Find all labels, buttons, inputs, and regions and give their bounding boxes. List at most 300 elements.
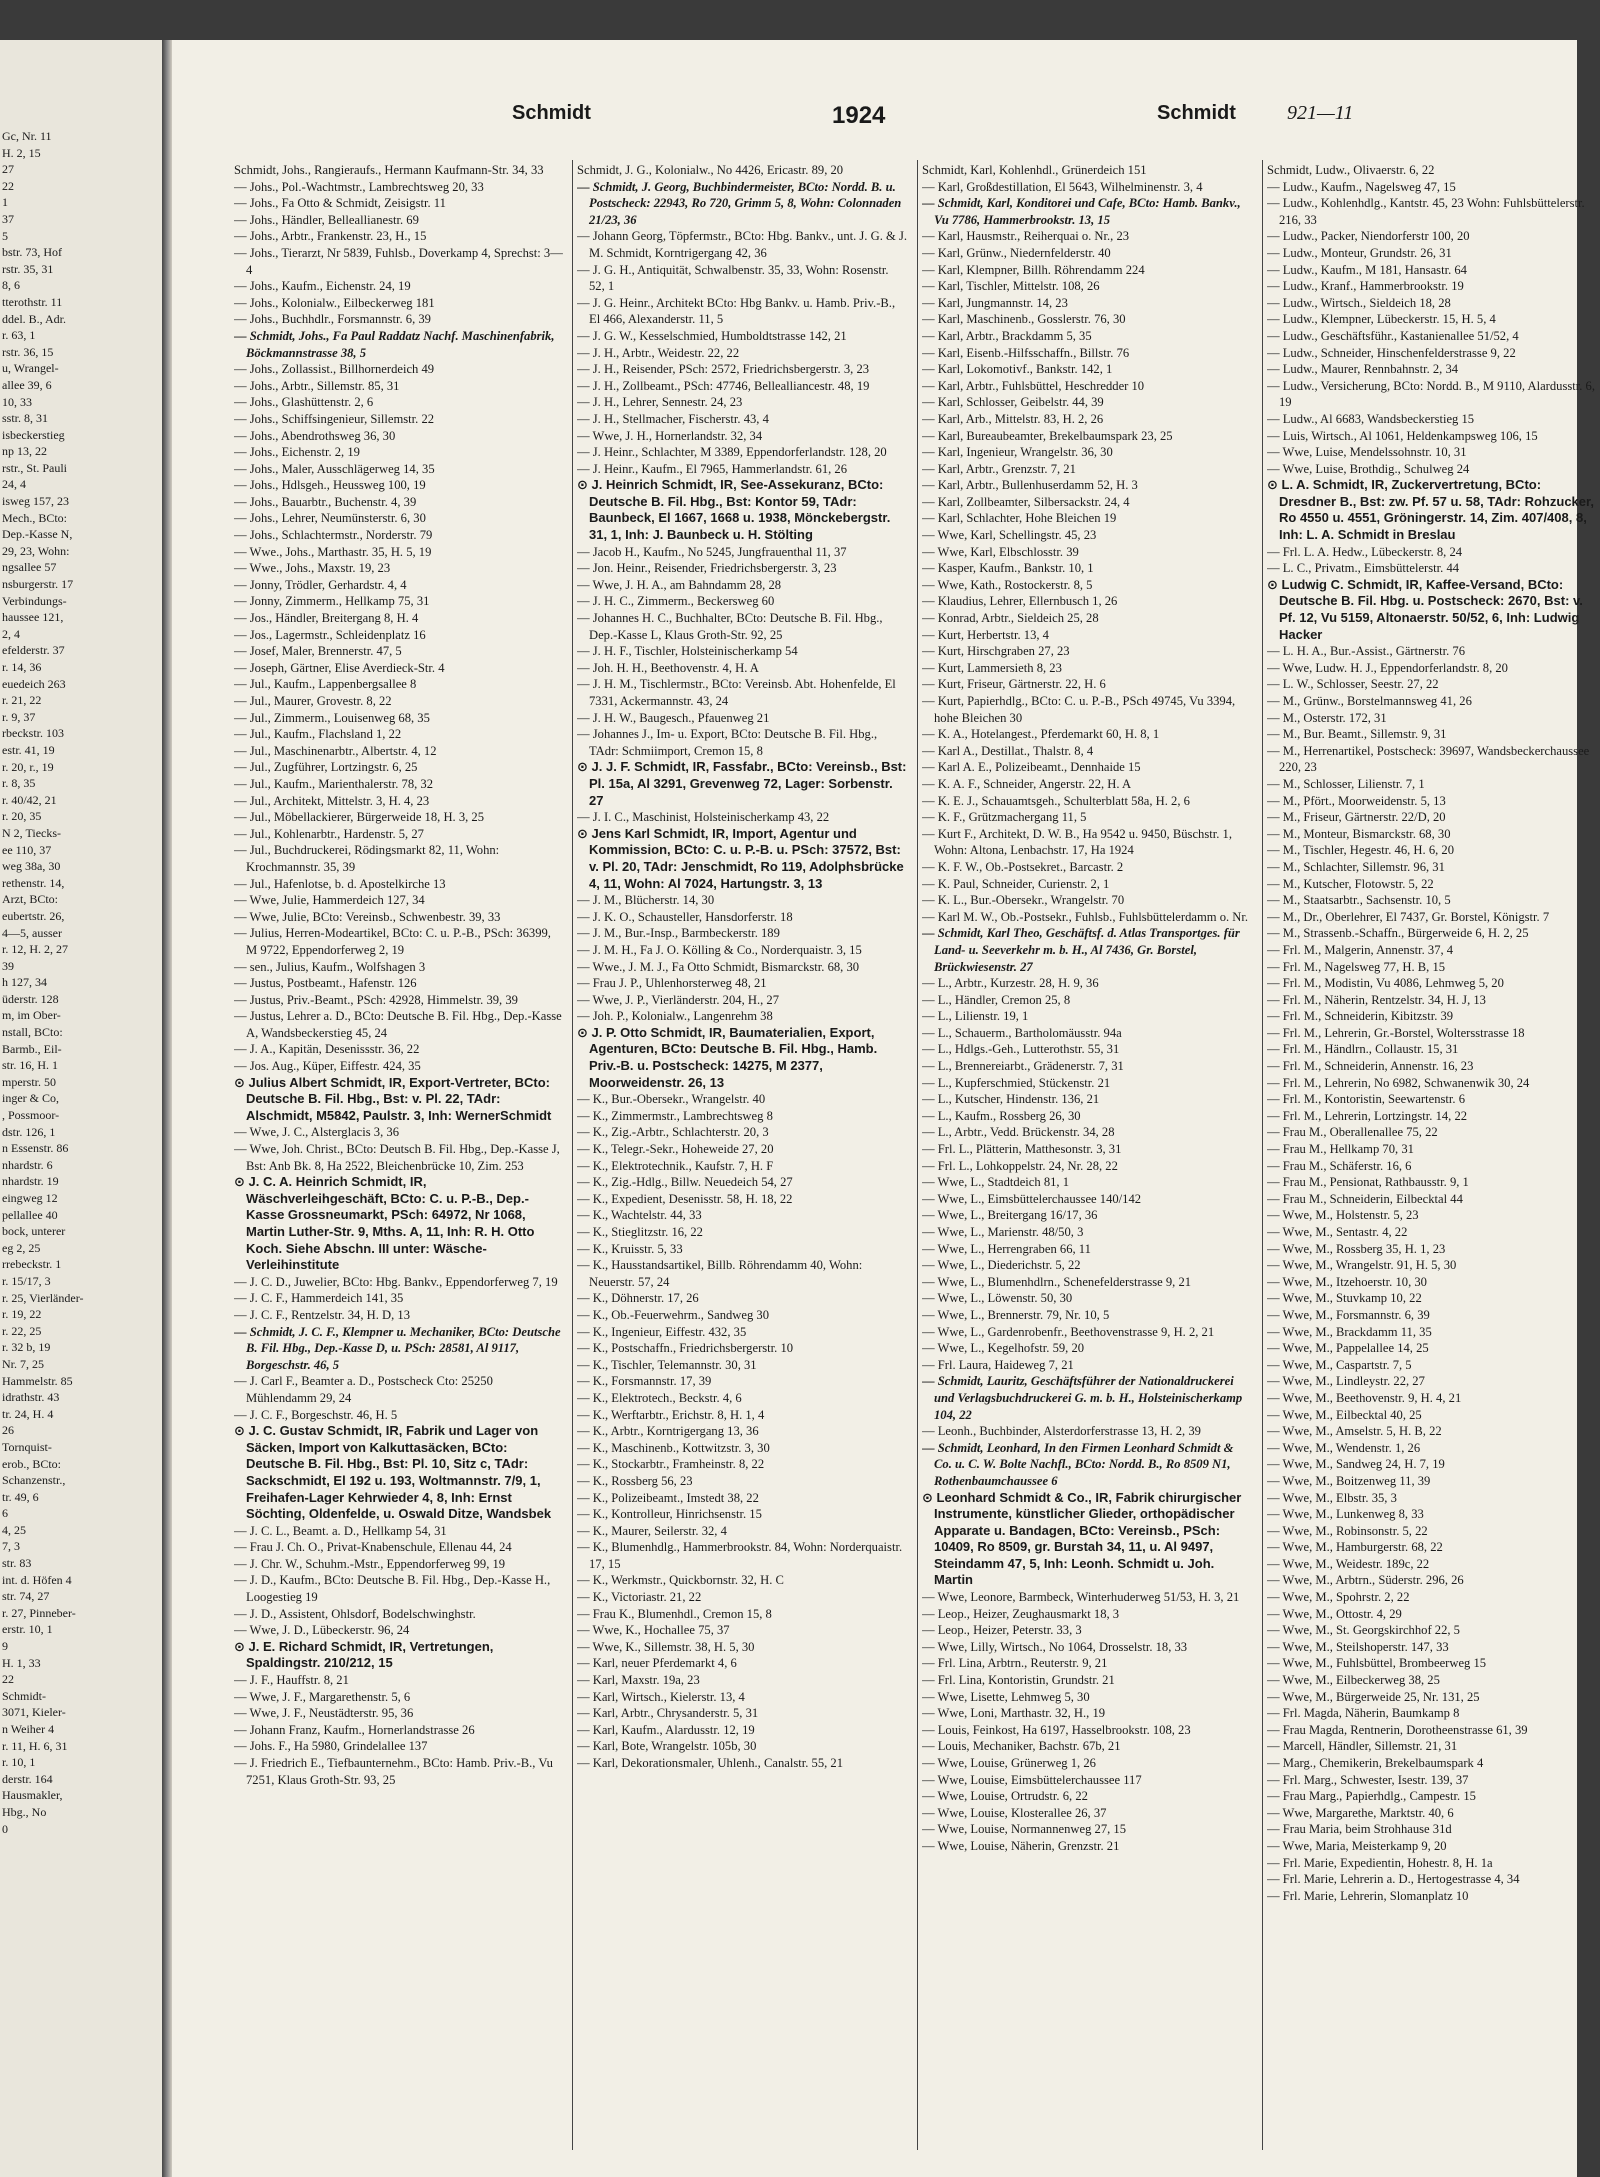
directory-entry: — Jul., Hafenlotse, b. d. Apostelkirche 13 bbox=[234, 876, 446, 891]
directory-entry: — M., Schlachter, Sillemstr. 96, 31 bbox=[1267, 859, 1445, 874]
header-surname-left: Schmidt bbox=[512, 102, 591, 124]
directory-entry: — Wwe, L., Herrengraben 66, 11 bbox=[922, 1241, 1091, 1256]
left-page-line: rstr. 36, 15 bbox=[2, 344, 54, 359]
directory-entry: — Wwe, M., Robinsonstr. 5, 22 bbox=[1267, 1523, 1428, 1538]
directory-entry: — K., Telegr.-Sekr., Hoheweide 27, 20 bbox=[577, 1142, 774, 1157]
directory-entry: — Frl. Marie, Lehrerin, Slomanplatz 10 bbox=[1267, 1888, 1469, 1903]
directory-entry: — Wwe, L., Diederichstr. 5, 22 bbox=[922, 1258, 1081, 1273]
header-year: 1924 bbox=[832, 102, 886, 129]
directory-entry: — Wwe, M., Hamburgerstr. 68, 22 bbox=[1267, 1540, 1443, 1555]
directory-entry: — Frl. L. A. Hedw., Lübeckerstr. 8, 24 bbox=[1267, 544, 1463, 559]
directory-entry: — Wwe, M., St. Georgskirchhof 22, 5 bbox=[1267, 1623, 1460, 1638]
directory-entry: — K. A. F., Schneider, Angerstr. 22, H. A bbox=[922, 776, 1132, 791]
left-page-line: str. 74, 27 bbox=[2, 1589, 50, 1604]
left-page-line: inger & Co, bbox=[2, 1091, 59, 1106]
directory-entry: — Ludw., Maurer, Rennbahnstr. 2, 34 bbox=[1267, 362, 1459, 377]
directory-entry: — Karl, Ingenieur, Wrangelstr. 36, 30 bbox=[922, 445, 1113, 460]
directory-entry: — J. M., Bur.-Insp., Barmbeckerstr. 189 bbox=[577, 926, 780, 941]
directory-entry: — J. H. F., Tischler, Holsteinischerkamp 54 bbox=[577, 644, 798, 659]
directory-entry: — K., Werkmstr., Quickbornstr. 32, H. C bbox=[577, 1573, 784, 1588]
left-page-line: 22 bbox=[2, 1672, 14, 1687]
left-page-line: Verbindungs- bbox=[2, 593, 67, 608]
directory-entry: — Schmidt, Leonhard, In den Firmen Leonhard Schmidt & Co. u. C. W. Bolte Nachfl., BCto: Nordd. B., Ro 8509 N1, Rothenbaumchaussee 6 bbox=[922, 1440, 1234, 1488]
directory-entry: — M., Osterstr. 172, 31 bbox=[1267, 710, 1387, 725]
left-page-line: rbeckstr. 103 bbox=[2, 726, 64, 741]
left-page-line: str. 16, H. 1 bbox=[2, 1058, 59, 1073]
directory-entry: — Marcell, Händler, Sillemstr. 21, 31 bbox=[1267, 1739, 1458, 1754]
left-page-line: üderstr. 128 bbox=[2, 991, 59, 1006]
left-page-line: r. 20, r., 19 bbox=[2, 759, 54, 774]
book-gutter bbox=[162, 40, 172, 2177]
directory-entry: — Karl, Hausmstr., Reiherquai o. Nr., 23 bbox=[922, 229, 1130, 244]
directory-entry: — K., Döhnerstr. 17, 26 bbox=[577, 1291, 699, 1306]
left-page-line: 24, 4 bbox=[2, 477, 26, 492]
directory-entry: — Kurt, Papierhdlg., BCto: C. u. P.-B., PSch 49745, Vu 3394, hohe Bleichen 30 bbox=[922, 694, 1236, 725]
left-page-line: r. 15/17, 3 bbox=[2, 1273, 51, 1288]
directory-entry: — Johs., Zollassist., Billhornerdeich 49 bbox=[234, 362, 435, 377]
left-page-line: Mech., BCto: bbox=[2, 510, 67, 525]
left-page-line: rethenstr. 14, bbox=[2, 875, 65, 890]
left-page-line: rstr. 35, 31 bbox=[2, 261, 54, 276]
left-page-line: 5 bbox=[2, 228, 8, 243]
directory-entry: — M., Monteur, Bismarckstr. 68, 30 bbox=[1267, 826, 1451, 841]
directory-entry: — Wwe, Karl, Schellingstr. 45, 23 bbox=[922, 528, 1097, 543]
directory-entry: — Ludw., Monteur, Grundstr. 26, 31 bbox=[1267, 245, 1452, 260]
directory-entry: — J. C. F., Hammerdeich 141, 35 bbox=[234, 1291, 404, 1306]
left-page-line: r. 19, 22 bbox=[2, 1307, 42, 1322]
directory-entry: — Wwe, Margarethe, Marktstr. 40, 6 bbox=[1267, 1805, 1454, 1820]
directory-entry: — Johs., Pol.-Wachtmstr., Lambrechtsweg 20, 33 bbox=[234, 179, 484, 194]
left-page-line: eingweg 12 bbox=[2, 1191, 58, 1205]
left-page-line: 22 bbox=[2, 178, 14, 193]
left-page-text bbox=[0, 40, 162, 1837]
directory-entry: — Ludw., Packer, Niendorferstr 100, 20 bbox=[1267, 229, 1470, 244]
directory-entry: — L., Kutscher, Hindenstr. 136, 21 bbox=[922, 1092, 1100, 1107]
directory-entry: — Jul., Maschinenarbtr., Albertstr. 4, 12 bbox=[234, 743, 437, 758]
directory-entry: Schmidt, Johs., Rangieraufs., Hermann Kaufmann-Str. 34, 33 bbox=[234, 163, 544, 177]
directory-entry: — Josef, Maler, Brennerstr. 47, 5 bbox=[234, 644, 402, 659]
directory-entry: — Wwe, Louise, Grünerweg 1, 26 bbox=[922, 1756, 1096, 1770]
directory-entry: — Wwe, M., Steilshoperstr. 147, 33 bbox=[1267, 1639, 1449, 1654]
directory-entry: — Wwe, Lisette, Lehmweg 5, 30 bbox=[922, 1689, 1090, 1704]
left-page-line: haussee 121, bbox=[2, 610, 64, 625]
directory-entry: — J. H., Stellmacher, Fischerstr. 43, 4 bbox=[577, 411, 769, 426]
left-page-line: 1 bbox=[2, 195, 8, 210]
directory-entry: — L., Kaufm., Rossberg 26, 30 bbox=[922, 1108, 1081, 1123]
directory-entry: — Joh. H. H., Beethovenstr. 4, H. A bbox=[577, 660, 759, 675]
directory-entry: — Johs., Maler, Ausschlägerweg 14, 35 bbox=[234, 461, 435, 476]
left-page-line: sstr. 8, 31 bbox=[2, 411, 49, 426]
directory-entry: — Wwe, M., Forsmannstr. 6, 39 bbox=[1267, 1307, 1430, 1322]
directory-entry: — Ludw., Klempner, Lübeckerstr. 15, H. 5, 4 bbox=[1267, 312, 1496, 327]
directory-entry: — K. F. W., Ob.-Postsekret., Barcastr. 2 bbox=[922, 859, 1124, 874]
directory-entry: — sen., Julius, Kaufm., Wolfshagen 3 bbox=[234, 959, 426, 974]
directory-entry: — J. G. W., Kesselschmied, Humboldtstrasse 142, 21 bbox=[577, 328, 847, 343]
directory-entry: — J. H., Arbtr., Weidestr. 22, 22 bbox=[577, 345, 740, 360]
directory-entry: — Karl M. W., Ob.-Postsekr., Fuhlsb., Fuhlsbüttelerdamm o. Nr. bbox=[922, 909, 1249, 924]
directory-entry: — Frau M., Pensionat, Rathbausstr. 9, 1 bbox=[1267, 1175, 1469, 1190]
directory-entry: — Frau Magda, Rentnerin, Dorotheenstrasse 61, 39 bbox=[1267, 1722, 1528, 1737]
directory-entry: — K., Hausstandsartikel, Billb. Röhrendamm 40, Wohn: Neuerstr. 57, 24 bbox=[577, 1258, 863, 1289]
left-page-line: bock, unterer bbox=[2, 1224, 66, 1239]
directory-entry: — J. G. Heinr., Architekt BCto: Hbg Bankv. u. Hamb. Priv.-B., El 466, Alexanderstr. 11, 5 bbox=[577, 295, 896, 327]
directory-entry: — M., Friseur, Gärtnerstr. 22/D, 20 bbox=[1267, 810, 1446, 825]
directory-entry: — K., Ingenieur, Eiffestr. 432, 35 bbox=[577, 1324, 747, 1339]
directory-entry: — Wwe, Julie, BCto: Vereinsb., Schwenbestr. 39, 33 bbox=[234, 909, 501, 924]
directory-entry: — Ludw., Geschäftsführ., Kastanienallee 51/52, 4 bbox=[1267, 328, 1519, 343]
directory-entry: — J. H. M., Tischlermstr., BCto: Vereinsb. Abt. Hohenfelde, El 7331, Ackermannstr. 43, 24 bbox=[577, 677, 896, 708]
directory-entry: — Schmidt, J. C. F., Klempner u. Mechaniker, BCto: Deutsche B. Fil. Hbg., Dep.-Kasse D, u. PSch: 28581, Al 9117, Borgeschstr. 46, 5 bbox=[234, 1324, 561, 1372]
left-page-line: 37 bbox=[2, 211, 14, 226]
directory-entry: — J. H., Lehrer, Sennestr. 24, 23 bbox=[577, 395, 743, 410]
directory-entry: — L., Lilienstr. 19, 1 bbox=[922, 1009, 1029, 1024]
left-page-line: estr. 41, 19 bbox=[2, 742, 55, 757]
directory-entry: — Wwe, M., Holstenstr. 5, 23 bbox=[1267, 1208, 1419, 1223]
left-page-line: nhardstr. 6 bbox=[2, 1157, 53, 1172]
directory-entry: — Karl, Arbtr., Bullenhuserdamm 52, H. 3 bbox=[922, 478, 1138, 493]
directory-entry: — Kurt, Lammersieth 8, 23 bbox=[922, 660, 1062, 675]
left-page-line: H. 1, 33 bbox=[2, 1655, 41, 1670]
directory-entry: ⊙ Jens Karl Schmidt, IR, Import, Agentur und Kommission, BCto: C. u. P.-B. u. PSch: 37572, Bst: v. Pl. 20, TAdr: Jenschmidt, Ro 119, Adolphsbrücke 4, 11, Wohn: Al 7024, Hartungstr. 3, 13 bbox=[577, 825, 904, 891]
directory-entry: — L., Händler, Cremon 25, 8 bbox=[922, 992, 1071, 1007]
directory-entry: — K. F., Grützmachergang 11, 5 bbox=[922, 810, 1087, 825]
left-page-line: 8, 6 bbox=[2, 278, 20, 293]
directory-entry: — Ludw., Al 6683, Wandsbeckerstieg 15 bbox=[1267, 411, 1475, 426]
directory-entry: — Frl. Lina, Kontoristin, Grundstr. 21 bbox=[922, 1673, 1115, 1688]
directory-entry: — Wwe, M., Fuhlsbüttel, Brombeerweg 15 bbox=[1267, 1656, 1487, 1671]
directory-entry: — K., Postschaffn., Friedrichsbergerstr. 10 bbox=[577, 1341, 794, 1356]
directory-entry: — Wwe, L., Löwenstr. 50, 30 bbox=[922, 1291, 1073, 1306]
directory-entry: — Wwe, M., Sandweg 24, H. 7, 19 bbox=[1267, 1457, 1445, 1472]
left-page-line: tr. 49, 6 bbox=[2, 1489, 39, 1504]
directory-entry: — Karl, Großdestillation, El 5643, Wilhelminenstr. 3, 4 bbox=[922, 179, 1203, 194]
directory-entry: — Wwe, L., Kegelhofstr. 59, 20 bbox=[922, 1341, 1085, 1356]
directory-entry: — Frl. Marie, Expedientin, Hohestr. 8, H. 1a bbox=[1267, 1855, 1493, 1870]
directory-entry: — Justus, Priv.-Beamt., PSch: 42928, Himmelstr. 39, 39 bbox=[234, 992, 518, 1007]
left-page-line: rrebeckstr. 1 bbox=[2, 1257, 62, 1272]
left-page-line: isbeckerstieg bbox=[2, 427, 65, 442]
left-page-line: r. 25, Vierländer- bbox=[2, 1290, 84, 1305]
directory-entry: — Frl. Magda, Näherin, Baumkamp 8 bbox=[1267, 1706, 1460, 1721]
directory-entry: — Wwe, M., Boitzenweg 11, 39 bbox=[1267, 1473, 1431, 1488]
directory-entry: — Ludw., Kaufm., M 181, Hansastr. 64 bbox=[1267, 262, 1467, 277]
directory-entry: — Frl. Marg., Schwester, Isestr. 139, 37 bbox=[1267, 1772, 1469, 1787]
left-page-line: 27 bbox=[2, 162, 14, 177]
directory-entry: — L., Schauerm., Bartholomäusstr. 94a bbox=[922, 1025, 1122, 1040]
directory-entry: — J. Heinr., Schlachter, M 3389, Eppendorferlandstr. 128, 20 bbox=[577, 445, 887, 460]
directory-entry: — Frl. L., Plätterin, Matthesonstr. 3, 31 bbox=[922, 1142, 1122, 1157]
directory-entry: — Frl. M., Kontoristin, Seewartenstr. 6 bbox=[1267, 1092, 1465, 1107]
directory-entry: — M., Strassenb.-Schaffn., Bürgerweide 6, H. 2, 25 bbox=[1267, 926, 1529, 941]
left-page-line: idrathstr. 43 bbox=[2, 1390, 60, 1405]
directory-entry: — Wwe, M., Arbtrn., Süderstr. 296, 26 bbox=[1267, 1573, 1464, 1588]
directory-entry: — Karl A., Destillat., Thalstr. 8, 4 bbox=[922, 743, 1094, 758]
directory-entry: — K., Zig.-Arbtr., Schlachterstr. 20, 3 bbox=[577, 1125, 769, 1140]
directory-entry: — Jul., Kaufm., Flachsland 1, 22 bbox=[234, 727, 402, 742]
directory-entry: — K., Zimmermstr., Lambrechtsweg 8 bbox=[577, 1108, 773, 1123]
left-page-line: nsburgerstr. 17 bbox=[2, 577, 74, 592]
directory-entry: — Karl, Schlosser, Geibelstr. 44, 39 bbox=[922, 395, 1104, 410]
directory-entry: — Schmidt, Lauritz, Geschäftsführer der Nationaldruckerei und Verlagsbuchdruckerei G. m. b. H., Holsteinischerkamp 104, 22 bbox=[922, 1374, 1243, 1422]
directory-entry: — J. Friedrich E., Tiefbaunternehm., BCto: Hamb. Priv.-B., Vu 7251, Klaus Groth-Str. 93, 25 bbox=[234, 1756, 553, 1787]
directory-entry: — Wwe, J. H., Hornerlandstr. 32, 34 bbox=[577, 428, 763, 443]
left-page-line: Hammelstr. 85 bbox=[2, 1373, 73, 1388]
directory-entry: — Wwe, L., Stadtdeich 81, 1 bbox=[922, 1175, 1070, 1190]
directory-entry: — Wwe, Louise, Näherin, Grenzstr. 21 bbox=[922, 1838, 1120, 1853]
directory-entry: — Jos., Händler, Breitergang 8, H. 4 bbox=[234, 611, 419, 626]
directory-entry: — Kurt, Friseur, Gärtnerstr. 22, H. 6 bbox=[922, 677, 1106, 692]
directory-entry: — Wwe, Kath., Rostockerstr. 8, 5 bbox=[922, 577, 1093, 592]
directory-entry: — Wwe, K., Hochallee 75, 37 bbox=[577, 1623, 730, 1638]
directory-entry: — K. Paul, Schneider, Curienstr. 2, 1 bbox=[922, 876, 1110, 891]
directory-entry: — Louis, Feinkost, Ha 6197, Hasselbrookstr. 108, 23 bbox=[922, 1722, 1191, 1737]
directory-entry: — Wwe., Johs., Marthastr. 35, H. 5, 19 bbox=[234, 544, 432, 559]
directory-entry: — K., Arbtr., Korntrigergang 13, 36 bbox=[577, 1424, 759, 1439]
directory-entry: — Karl, Lokomotivf., Bankstr. 142, 1 bbox=[922, 362, 1113, 377]
left-page-line: nstall, BCto: bbox=[2, 1025, 63, 1040]
directory-entry: — Frau K., Blumenhdl., Cremon 15, 8 bbox=[577, 1606, 772, 1621]
directory-entry: — Wwe, M., Beethovenstr. 9, H. 4, 21 bbox=[1267, 1390, 1462, 1405]
directory-entry: — Karl, Tischler, Mittelstr. 108, 26 bbox=[922, 279, 1100, 294]
directory-entry: — L. C., Privatm., Eimsbüttelerstr. 44 bbox=[1267, 561, 1460, 576]
left-page-line: pellallee 40 bbox=[2, 1207, 58, 1222]
left-page-line: 0 bbox=[2, 1821, 8, 1836]
left-page-line: H. 2, 15 bbox=[2, 145, 41, 160]
directory-entry: — Karl, Wirtsch., Kielerstr. 13, 4 bbox=[577, 1689, 745, 1704]
directory-entry: — Wwe, Ludw. H. J., Eppendorferlandstr. 8, 20 bbox=[1267, 660, 1508, 675]
directory-entry: — M., Grünw., Borstelmannsweg 41, 26 bbox=[1267, 694, 1472, 708]
left-page-line: ee 110, 37 bbox=[2, 842, 52, 857]
directory-entry: — J. H., Zollbeamt., PSch: 47746, Bellealliancestr. 48, 19 bbox=[577, 378, 870, 393]
directory-entry: — Kurt, Hirschgraben 27, 23 bbox=[922, 644, 1070, 659]
directory-entry: — K., Kruisstr. 5, 33 bbox=[577, 1241, 683, 1256]
directory-entry: — M., Bur. Beamt., Sillemstr. 9, 31 bbox=[1267, 727, 1447, 742]
directory-entry: — J. H., Reisender, PSch: 2572, Friedrichsbergerstr. 3, 23 bbox=[577, 362, 870, 377]
directory-entry: — L. W., Schlosser, Seestr. 27, 22 bbox=[1267, 677, 1439, 692]
directory-entry: — Ludw., Kaufm., Nagelsweg 47, 15 bbox=[1267, 179, 1456, 194]
left-page-line: r. 9, 37 bbox=[2, 709, 36, 724]
left-page-line: weg 38a, 30 bbox=[2, 859, 61, 874]
directory-entry: — Kurt, Herbertstr. 13, 4 bbox=[922, 627, 1049, 642]
directory-entry: — Frl. M., Lehrerin, No 6982, Schwanenwik 30, 24 bbox=[1267, 1075, 1530, 1090]
directory-entry: — Wwe, M., Ottostr. 4, 29 bbox=[1267, 1606, 1402, 1621]
directory-entry: — Wwe, Louise, Ortrudstr. 6, 22 bbox=[922, 1789, 1088, 1804]
directory-entry: — Karl, Grünw., Niedernfelderstr. 40 bbox=[922, 245, 1111, 260]
directory-entry: — K., Rossberg 56, 23 bbox=[577, 1473, 693, 1488]
directory-entry: ⊙ Leonhard Schmidt & Co., IR, Fabrik chirurgischer Instrumente, künstlicher Glieder, orthopädischer Apparate u. Bandagen, BCto: Vereinsb., PSch: 10409, Ro 8509, gr. Burstah 34, 11, u. Al 9497, Steindamm 47, 5, Inh: Leonh. Schmidt u. Joh. Martin bbox=[922, 1489, 1242, 1588]
directory-entry: — Karl, Jungmannstr. 14, 23 bbox=[922, 295, 1068, 310]
directory-entry: — Jul., Architekt, Mittelstr. 3, H. 4, 23 bbox=[234, 793, 430, 808]
directory-entry: — Wwe, J. P., Vierländerstr. 204, H., 27 bbox=[577, 992, 780, 1007]
directory-entry: — L., Brennereiarbt., Grädenerstr. 7, 31 bbox=[922, 1059, 1124, 1074]
directory-entry: — Wwe, Karl, Elbschlosstr. 39 bbox=[922, 544, 1079, 559]
directory-entry: — Frau Maria, beim Strohhause 31d bbox=[1267, 1822, 1452, 1837]
left-page-line: dstr. 126, 1 bbox=[2, 1124, 56, 1139]
directory-entry: — J. C. F., Rentzelstr. 34, H. D, 13 bbox=[234, 1307, 411, 1322]
directory-entry: — Karl, Maxstr. 19a, 23 bbox=[577, 1673, 700, 1688]
left-page-line: m, im Ober- bbox=[2, 1008, 61, 1023]
directory-entry: — Karl, Arbtr., Chrysanderstr. 5, 31 bbox=[577, 1706, 759, 1721]
directory-entry: ⊙ Ludwig C. Schmidt, IR, Kaffee-Versand, BCto: Deutsche B. Fil. Hbg. u. Postscheck: 2670, Bst: v. Pf. 12, Vu 5159, Altonaerstr. 50/52, 6, Inh: Ludwig Hacker bbox=[1267, 576, 1583, 642]
left-page-line: 6 bbox=[2, 1506, 8, 1521]
directory-column-1 bbox=[234, 162, 564, 2147]
directory-entry: — L., Hdlgs.-Geh., Lutterothstr. 55, 31 bbox=[922, 1042, 1120, 1057]
directory-entry: — Wwe, M., Brackdamm 11, 35 bbox=[1267, 1324, 1432, 1339]
directory-entry: — Wwe, Loni, Marthastr. 32, H., 19 bbox=[922, 1706, 1106, 1721]
directory-entry: — K., Maurer, Seilerstr. 32, 4 bbox=[577, 1523, 727, 1538]
directory-entry: — M., Tischler, Hegestr. 46, H. 6, 20 bbox=[1267, 843, 1455, 858]
directory-entry: — Schmidt, J. Georg, Buchbindermeister, BCto: Nordd. B. u. Postscheck: 22943, Ro 720, Grimm 5, 8, Wohn: Colonnaden 21/23, 36 bbox=[577, 179, 902, 227]
left-page-line: r. 20, 35 bbox=[2, 809, 42, 824]
directory-entry: — Frau M., Schneiderin, Eilbecktal 44 bbox=[1267, 1191, 1463, 1206]
directory-entry: — Johs., Arbtr., Sillemstr. 85, 31 bbox=[234, 378, 400, 393]
directory-entry: — Johs., Eichenstr. 2, 19 bbox=[234, 445, 360, 460]
directory-entry: — Johs., Kolonialw., Eilbeckerweg 181 bbox=[234, 295, 435, 310]
directory-entry: — Justus, Postbeamt., Hafenstr. 126 bbox=[234, 976, 417, 991]
directory-entry: — Ludw., Schneider, Hinschenfelderstrasse 9, 22 bbox=[1267, 345, 1516, 360]
left-page-line: str. 83 bbox=[2, 1556, 32, 1571]
directory-entry: — K., Werftarbtr., Erichstr. 8, H. 1, 4 bbox=[577, 1407, 765, 1422]
directory-entry: — Karl, Bureaubeamter, Brekelbaumspark 23, 25 bbox=[922, 428, 1173, 443]
directory-entry: — K., Blumenhdlg., Hammerbrookstr. 84, Wohn: Norderquaistr. 17, 15 bbox=[577, 1540, 903, 1571]
directory-entry: — Frl. M., Malgerin, Annenstr. 37, 4 bbox=[1267, 942, 1454, 957]
directory-entry: — Wwe, M., Wrangelstr. 91, H. 5, 30 bbox=[1267, 1258, 1457, 1273]
directory-entry: — Wwe, L., Blumenhdlrn., Schenefelderstrasse 9, 21 bbox=[922, 1274, 1192, 1289]
left-page-line: r. 32 b, 19 bbox=[2, 1340, 51, 1355]
directory-entry: — K., Kontrolleur, Hinrichsenstr. 15 bbox=[577, 1507, 762, 1522]
left-page-line: r. 14, 36 bbox=[2, 660, 42, 674]
directory-entry: — K., Polizeibeamt., Imstedt 38, 22 bbox=[577, 1490, 759, 1505]
directory-entry: — Wwe, J. H. A., am Bahndamm 28, 28 bbox=[577, 577, 782, 592]
directory-entry: — Kurt F., Architekt, D. W. B., Ha 9542 u. 9450, Büschstr. 1, Wohn: Altona, Lenbachstr. 17, Ha 1924 bbox=[922, 826, 1232, 858]
directory-entry: — J. D., Kaufm., BCto: Deutsche B. Fil. Hbg., Dep.-Kasse H., Loogestieg 19 bbox=[234, 1573, 551, 1605]
left-page-edge bbox=[0, 40, 164, 2177]
directory-entry: — Frau M., Oberallenallee 75, 22 bbox=[1267, 1125, 1438, 1140]
directory-entry: — Jul., Kaufm., Marienthalerstr. 78, 32 bbox=[234, 776, 434, 791]
directory-entry: — Johs., Kaufm., Eichenstr. 24, 19 bbox=[234, 279, 411, 294]
directory-entry: — Wwe, M., Lindleystr. 22, 27 bbox=[1267, 1374, 1425, 1389]
left-page-line: r. 21, 22 bbox=[2, 693, 42, 708]
directory-entry: — Johann Franz, Kaufm., Hornerlandstrasse 26 bbox=[234, 1722, 475, 1737]
directory-entry: — Wwe, J. D., Lübeckerstr. 96, 24 bbox=[234, 1623, 410, 1638]
directory-entry: — Johs., Schiffsingenieur, Sillemstr. 22 bbox=[234, 411, 435, 426]
directory-entry: — Ludw., Kohlenhdlg., Kantstr. 45, 23 Wohn: Fuhlsbüttelerstr. 216, 33 bbox=[1267, 196, 1585, 227]
directory-entry: — J. M. H., Fa J. O. Kölling & Co., Norderquaistr. 3, 15 bbox=[577, 942, 862, 957]
directory-entry: — Klaudius, Lehrer, Ellernbusch 1, 26 bbox=[922, 594, 1118, 609]
directory-entry: — Johs., Bauarbtr., Buchenstr. 4, 39 bbox=[234, 494, 417, 509]
directory-entry: ⊙ J. J. F. Schmidt, IR, Fassfabr., BCto: Vereinsb., Bst: Pl. 15a, Al 3291, Grevenweg 72, Lager: Sorbenstr. 27 bbox=[577, 759, 907, 808]
directory-entry: — Wwe., Johs., Maxstr. 19, 23 bbox=[234, 561, 391, 576]
directory-entry: — Karl, Zollbeamter, Silbersackstr. 24, 4 bbox=[922, 494, 1130, 509]
directory-entry: — Konrad, Arbtr., Sieldeich 25, 28 bbox=[922, 611, 1099, 626]
directory-entry: — Frl. M., Näherin, Rentzelstr. 34, H. J, 13 bbox=[1267, 992, 1486, 1007]
left-page-line: h 127, 34 bbox=[2, 975, 47, 990]
left-page-line: r. 8, 35 bbox=[2, 776, 36, 791]
directory-entry: — J. K. O., Schausteller, Hansdorferstr. 18 bbox=[577, 909, 793, 924]
directory-entry: — J. Chr. W., Schuhm.-Mstr., Eppendorferweg 99, 19 bbox=[234, 1556, 506, 1571]
directory-entry: — Karl, Bote, Wrangelstr. 105b, 30 bbox=[577, 1739, 757, 1754]
directory-entry: — Wwe, Luise, Brothdig., Schulweg 24 bbox=[1267, 461, 1470, 476]
directory-entry: — Wwe, J. F., Neustädterstr. 95, 36 bbox=[234, 1706, 414, 1721]
directory-entry: — J. F., Hauffstr. 8, 21 bbox=[234, 1673, 349, 1688]
directory-entry: — M., Herrenartikel, Postscheck: 39697, Wandsbeckerchaussee 220, 23 bbox=[1267, 743, 1590, 775]
directory-entry: — Wwe, Joh. Christ., BCto: Deutsch B. Fil. Hbg., Dep.-Kasse J, Bst: Anb Bk. 8, Ha 2522, Bleichenbrücke 10, Zim. 253 bbox=[234, 1142, 560, 1173]
directory-entry: — Karl, Eisenb.-Hilfsschaffn., Billstr. 76 bbox=[922, 345, 1130, 360]
header-page-number: 921—11 bbox=[1287, 102, 1354, 124]
left-page-line: tterothstr. 11 bbox=[2, 294, 63, 309]
directory-entry: — Johs., Arbtr., Frankenstr. 23, H., 15 bbox=[234, 229, 427, 244]
left-page-line: int. d. Höfen 4 bbox=[2, 1572, 72, 1587]
directory-entry: — Jonny, Zimmerm., Hellkamp 75, 31 bbox=[234, 594, 430, 609]
left-page-line: isweg 157, 23 bbox=[2, 494, 69, 509]
left-page-line: np 13, 22 bbox=[2, 444, 47, 459]
directory-entry: — Wwe, Julie, Hammerdeich 127, 34 bbox=[234, 893, 425, 908]
directory-entry: — Ludw., Wirtsch., Sieldeich 18, 28 bbox=[1267, 295, 1451, 310]
directory-entry: — Wwe, J. C., Alsterglacis 3, 36 bbox=[234, 1125, 399, 1140]
left-page-line: nhardstr. 19 bbox=[2, 1174, 59, 1189]
directory-entry: — Johs., Tierarzt, Nr 5839, Fuhlsb., Doverkamp 4, Sprechst: 3—4 bbox=[234, 245, 563, 277]
left-page-line: r. 12, H. 2, 27 bbox=[2, 942, 68, 957]
left-page-line: ddel. B., Adr. bbox=[2, 311, 67, 326]
directory-entry: — Johs., Hdlsgeh., Heussweg 100, 19 bbox=[234, 478, 426, 493]
directory-entry: — J. G. H., Antiquität, Schwalbenstr. 35, 33, Wohn: Rosenstr. 52, 1 bbox=[577, 262, 889, 294]
directory-entry: — Frl. Marie, Lehrerin a. D., Hertogestrasse 4, 34 bbox=[1267, 1872, 1520, 1887]
left-page-line: r. 10, 1 bbox=[2, 1755, 36, 1770]
left-page-line: mperstr. 50 bbox=[2, 1074, 56, 1089]
directory-entry: — Karl, Maschinenb., Gosslerstr. 76, 30 bbox=[922, 312, 1126, 327]
directory-entry: — Wwe, M., Pappelallee 14, 25 bbox=[1267, 1341, 1429, 1356]
left-page-line: 10, 33 bbox=[2, 394, 32, 409]
directory-entry: — Jul., Maurer, Grovestr. 8, 22 bbox=[234, 694, 392, 708]
directory-entry: — Wwe, M., Spohrstr. 2, 22 bbox=[1267, 1590, 1410, 1605]
directory-entry: — Johs., Händler, Belleallianestr. 69 bbox=[234, 212, 419, 227]
left-page-line: bstr. 73, Hof bbox=[2, 245, 62, 260]
directory-entry: Schmidt, Karl, Kohlenhdl., Grünerdeich 151 bbox=[922, 163, 1147, 177]
directory-entry: — Wwe, M., Sentastr. 4, 22 bbox=[1267, 1225, 1408, 1239]
directory-entry: — Wwe, M., Rossberg 35, H. 1, 23 bbox=[1267, 1241, 1446, 1256]
directory-entry: — Karl, Klempner, Billh. Röhrendamm 224 bbox=[922, 262, 1145, 277]
directory-entry: — Karl, Arbtr., Grenzstr. 7, 21 bbox=[922, 461, 1076, 476]
directory-entry: — Frau M., Schäferstr. 16, 6 bbox=[1267, 1158, 1412, 1173]
directory-entry: — K., Tischler, Telemannstr. 30, 31 bbox=[577, 1357, 757, 1372]
directory-entry: — K., Forsmannstr. 17, 39 bbox=[577, 1374, 712, 1389]
directory-entry: — Johs. F., Ha 5980, Grindelallee 137 bbox=[234, 1739, 428, 1754]
left-page-line: 29, 23, Wohn: bbox=[2, 543, 70, 558]
directory-entry: — Wwe, M., Eilbecktal 40, 25 bbox=[1267, 1407, 1422, 1422]
directory-entry: — Frau M., Hellkamp 70, 31 bbox=[1267, 1142, 1414, 1157]
directory-entry: ⊙ J. E. Richard Schmidt, IR, Vertretungen, Spaldingstr. 210/212, 15 bbox=[234, 1638, 494, 1671]
directory-entry: — Frl. M., Schneiderin, Annenstr. 16, 23 bbox=[1267, 1059, 1474, 1074]
directory-entry: — Johannes J., Im- u. Export, BCto: Deutsche B. Fil. Hbg., TAdr: Schmiimport, Cremon 15, 8 bbox=[577, 727, 878, 758]
directory-entry: — Wwe, K., Sillemstr. 38, H. 5, 30 bbox=[577, 1639, 755, 1654]
directory-entry: — Leop., Heizer, Peterstr. 33, 3 bbox=[922, 1623, 1082, 1638]
directory-entry: — K., Victoriastr. 21, 22 bbox=[577, 1590, 702, 1605]
left-page-line: Gc, Nr. 11 bbox=[2, 129, 52, 143]
left-page-line: 7, 3 bbox=[2, 1539, 20, 1554]
directory-entry: — Johannes H. C., Buchhalter, BCto: Deutsche B. Fil. Hbg., Dep.-Kasse L, Klaus Groth-Str. 92, 25 bbox=[577, 611, 883, 642]
directory-entry: Schmidt, J. G., Kolonialw., No 4426, Ericastr. 89, 20 bbox=[577, 163, 844, 177]
column-divider bbox=[1262, 160, 1263, 2150]
directory-entry: — Frl. M., Händlrn., Collaustr. 15, 31 bbox=[1267, 1042, 1459, 1057]
directory-entry: — J. H. W., Baugesch., Pfauenweg 21 bbox=[577, 710, 770, 725]
directory-entry: — Wwe, Louise, Normannenweg 27, 15 bbox=[922, 1822, 1127, 1837]
directory-column-4 bbox=[1267, 162, 1597, 2147]
directory-entry: — Wwe, M., Amselstr. 5, H. B, 22 bbox=[1267, 1424, 1442, 1439]
left-page-line: Hbg., No bbox=[2, 1804, 47, 1819]
directory-entry: — Frau J. P., Uhlenhorsterweg 48, 21 bbox=[577, 976, 767, 991]
directory-entry: — Johs., Buchhdlr., Forsmannstr. 6, 39 bbox=[234, 312, 431, 327]
directory-entry: — J. C. L., Beamt. a. D., Hellkamp 54, 31 bbox=[234, 1523, 447, 1538]
